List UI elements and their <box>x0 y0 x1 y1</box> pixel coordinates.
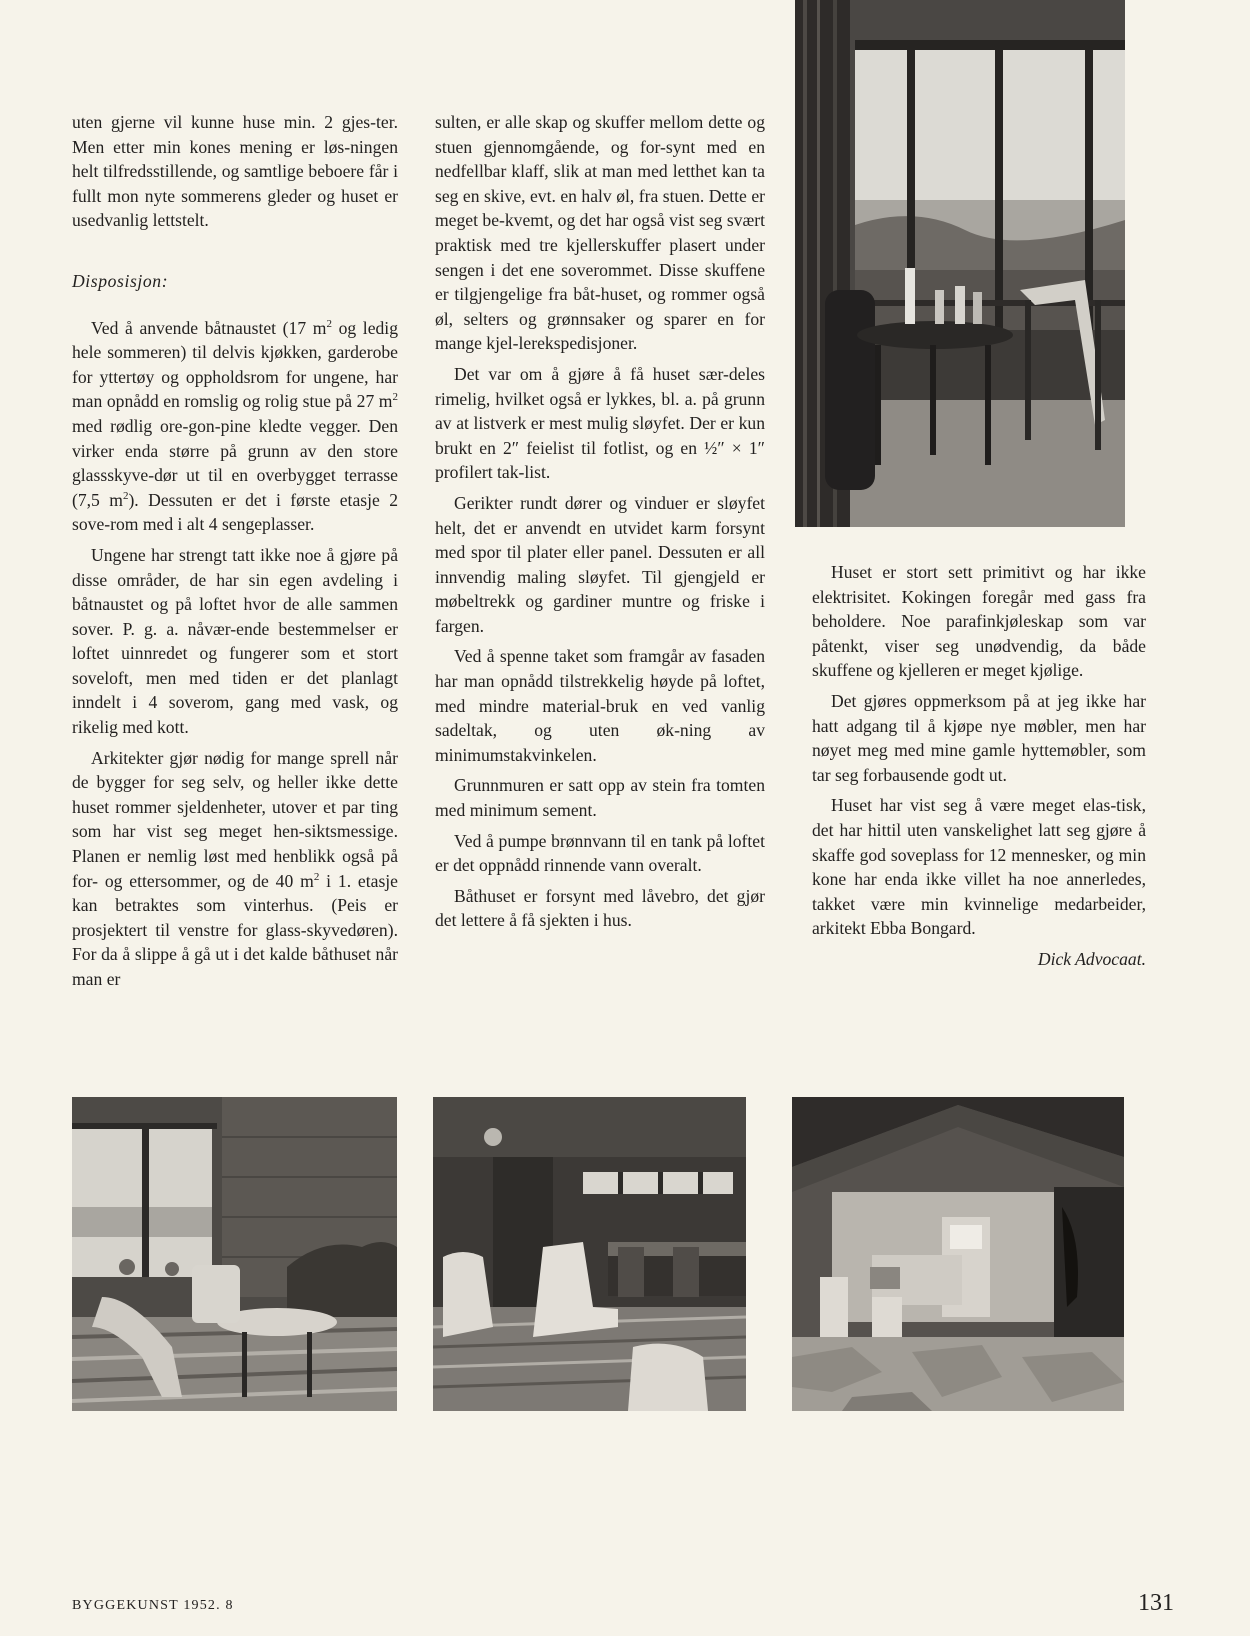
text-column-2 <box>435 110 765 933</box>
page-number: 131 <box>1138 1590 1174 1616</box>
section-heading: Disposisjon: <box>72 270 169 291</box>
paragraph: Det var om å gjøre å få huset sær-deles rimelig, hvilket også er lykkes, bl. a. på grunn av at listverk er mest mulig sløyfet. Der er kun brukt en 2″ feielist til fotlist, og en ½″ × 1″ profilert tak-list. <box>435 363 765 483</box>
paragraph: Ved å pumpe brønnvann til en tank på loftet er det oppnådd rinnende vann overalt. <box>435 830 765 876</box>
photo-living-room <box>72 1097 397 1411</box>
photo-interior-chairs <box>433 1097 746 1411</box>
paragraph: Det gjøres oppmerksom på at jeg ikke har hatt adgang til å kjøpe nye møbler, men har nøyet meg med mine gamle hyttemøbler, som tar seg forbausende godt ut. <box>812 690 1146 785</box>
paragraph: Arkitekter gjør nødig for mange sprell når de bygger for seg selv, og heller ikke dette huset rommer sjeldenheter, utover et par ting som har vist seg meget hen-siktsmessige. Planen er nemlig løst med henblikk også på for- og ettersommer, og de 40 $m^2$ i 1. etasje kan betraktes som vinterhus. (Peis er prosjektert til venstre for glass-skyvedøren). For da å slippe å gå ut i det kalde båthuset når man er <box>72 747 398 989</box>
journal-reference: BYGGEKUNST 1952. 8 <box>72 1598 234 1613</box>
text-column-1 <box>72 110 398 992</box>
paragraph: Gerikter rundt dører og vinduer er sløyfet helt, det er anvendt en utvidet karm forsynt med spor til plater eller panel. Dessuten er all innvendig maling sløyfet. Til gjengjeld er møbeltrekk og gardiner muntre og friske i fargen. <box>435 492 765 636</box>
paragraph: uten gjerne vil kunne huse min. 2 gjes-ter. Men etter min kones mening er løs-ningen helt tilfredsstillende, og samtlige beboere får i fullt mon nyte sommerens gleder og huset er usedvanlig lettstelt. <box>72 112 398 231</box>
photo-window-sea-view <box>795 0 1125 527</box>
paragraph: Båthuset er forsynt med låvebro, det gjør det lettere å få sjekten i hus. <box>435 885 765 931</box>
text-column-3 <box>812 560 1146 972</box>
author-signature: Dick Advocaat. <box>1037 948 1146 969</box>
photo-boathouse-room <box>792 1097 1124 1411</box>
paragraph: Ved å anvende båtnaustet (17 $m^2$ og ledig hele sommeren) til delvis kjøkken, garderobe for yttertøy og oppholdsrom for ungene, har man opnådd en romslig og rolig stue på 27 $m^2$ med rødlig ore-gon-pine kledte vegger. Den virker enda større på grunn av den store glassskyve-dør ut til en overbygget terrasse (7,5 $m^2$). Dessuten er det i første etasje 2 sove-rom med i alt 4 sengeplasser. <box>72 317 398 535</box>
paragraph: Ungene har strengt tatt ikke noe å gjøre på disse områder, de har sin egen avdeling i båtnaustet og på loftet hvor de alle sammen sover. P. g. a. nåvær-ende bestemmelser er loftet uinnredet og fungerer som et stort soveloft, men med tiden er det planlagt inndelt i 4 soverom, gang med vask, og rikelig med kott. <box>72 544 398 738</box>
paragraph: Ved å spenne taket som framgår av fasaden har man opnådd tilstrekkelig høyde på loftet, med mindre material-bruk en ved vanlig sadeltak, og uten øk-ning av minimumstakvinkelen. <box>435 646 765 765</box>
paragraph: Huset har vist seg å være meget elas-tisk, det har hittil uten vanskelighet latt seg gjøre å skaffe god soveplass for 12 mennesker, og min kone har enda ikke villet ha noe annerledes, takket være min kvinnelige medarbeider, arkitekt Ebba Bongard. <box>812 795 1146 939</box>
paragraph: Huset er stort sett primitivt og har ikke elektrisitet. Kokingen foregår med gass fra beholdere. Noe parafinkjøleskap som var påtenkt, viser seg unødvendig, da både skuffene og kjelleren er meget kjølige. <box>812 562 1146 681</box>
paragraph: sulten, er alle skap og skuffer mellom dette og stuen gjennomgående, og for-synt med en nedfellbar klaff, slik at man med letthet kan ta seg en skive, evt. en halv øl, fra stuen. Dette er meget be-kvemt, og det har også vist seg svært praktisk med tre kjellerskuffer plasert under sengen i det ene soverommet. Disse skuffene er tilgjengelige fra båt-huset, og rommer også øl, selters og grønnsaker og sparer en for mange kjel-lerekspedisjoner. <box>435 112 765 354</box>
paragraph: Grunnmuren er satt opp av stein fra tomten med minimum sement. <box>435 775 765 821</box>
